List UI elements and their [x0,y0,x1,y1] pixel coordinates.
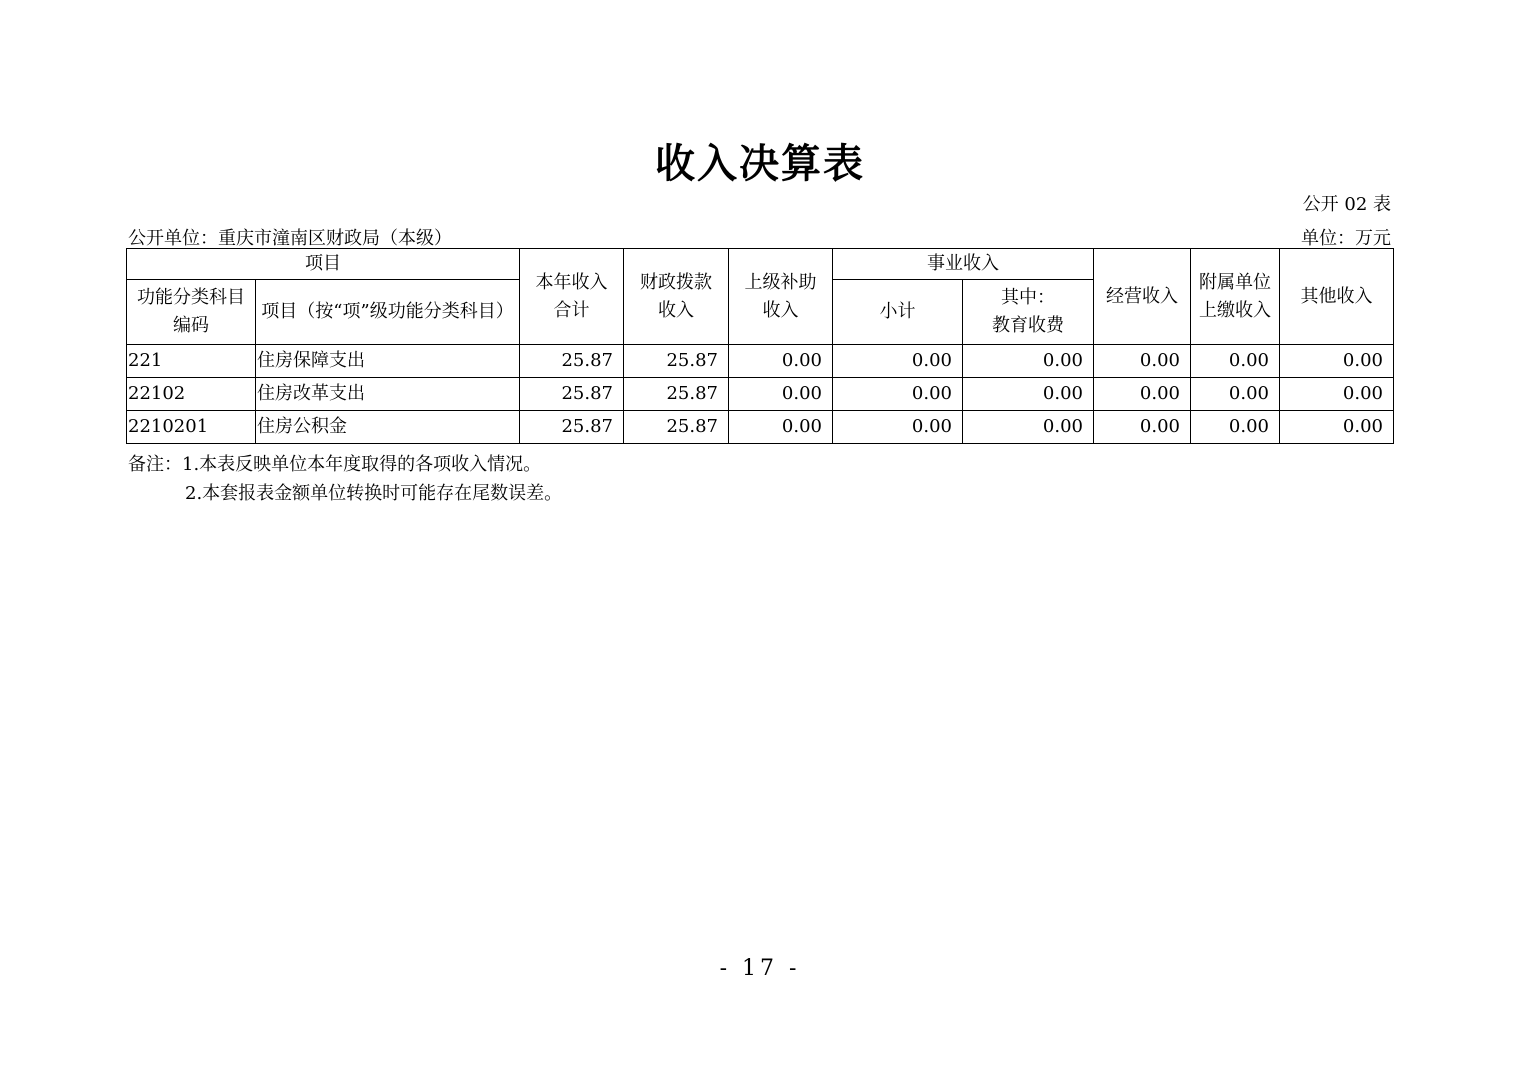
header-code-line2: 编码 [173,315,209,336]
currency-unit: 单位：万元 [1301,228,1391,249]
note-line-1: 备注：1.本表反映单位本年度取得的各项收入情况。 [128,454,542,475]
cell-fiscal: 25.87 [624,378,729,411]
header-fiscal-line1: 财政拨款 [640,271,712,293]
header-superior [729,249,833,345]
header-total-line1: 本年收入 [535,271,608,293]
header-edu-line2: 教育收费 [992,315,1064,336]
cell-code: 221 [127,345,256,378]
cell-edu: 0.00 [963,411,1094,444]
header-affiliated-line1: 附属单位 [1199,271,1271,293]
cell-code: 2210201 [127,411,256,444]
header-project: 项目 [127,249,520,280]
header-edu [963,280,1094,345]
cell-subtotal: 0.00 [833,378,963,411]
table-row [127,345,1394,378]
cell-affiliated: 0.00 [1191,378,1280,411]
cell-subtotal: 0.00 [833,411,963,444]
cell-name: 住房保障支出 [256,345,520,378]
cell-operating: 0.00 [1094,411,1191,444]
header-superior-line2: 收入 [762,299,799,321]
cell-other: 0.00 [1280,378,1394,411]
header-subtotal: 小计 [833,280,963,345]
cell-superior: 0.00 [729,345,833,378]
cell-affiliated: 0.00 [1191,345,1280,378]
header-operating: 经营收入 [1094,249,1191,345]
note-line-2: 2.本套报表金额单位转换时可能存在尾数误差。 [185,483,563,504]
cell-superior: 0.00 [729,411,833,444]
header-fiscal [624,249,729,345]
cell-superior: 0.00 [729,378,833,411]
form-number: 公开 02 表 [1302,194,1391,215]
page-title: 收入决算表 [655,140,865,187]
cell-operating: 0.00 [1094,345,1191,378]
table-row [127,411,1394,444]
header-total-line2: 合计 [553,299,590,321]
cell-name: 住房公积金 [256,411,520,444]
cell-code: 22102 [127,378,256,411]
header-edu-line1: 其中： [1001,287,1055,308]
page-number: - 17 - [719,956,801,981]
header-total [520,249,624,345]
cell-operating: 0.00 [1094,378,1191,411]
income-table [126,248,1394,444]
cell-name: 住房改革支出 [256,378,520,411]
cell-other: 0.00 [1280,411,1394,444]
header-superior-line1: 上级补助 [744,271,817,293]
header-affiliated-line2: 上缴收入 [1199,299,1271,321]
cell-fiscal: 25.87 [624,411,729,444]
cell-total: 25.87 [520,378,624,411]
notes [128,450,562,508]
cell-subtotal: 0.00 [833,345,963,378]
header-other: 其他收入 [1280,249,1394,345]
header-fiscal-line2: 收入 [658,299,694,321]
cell-edu: 0.00 [963,378,1094,411]
cell-total: 25.87 [520,411,624,444]
header-name: 项目（按“项”级功能分类科目） [256,280,520,345]
cell-edu: 0.00 [963,345,1094,378]
cell-fiscal: 25.87 [624,345,729,378]
header-affiliated [1191,249,1280,345]
header-business: 事业收入 [833,249,1094,280]
header-code [127,280,256,345]
cell-affiliated: 0.00 [1191,411,1280,444]
cell-other: 0.00 [1280,345,1394,378]
table-row [127,378,1394,411]
header-code-line1: 功能分类科目 [137,287,245,308]
cell-total: 25.87 [520,345,624,378]
reporting-unit: 公开单位：重庆市潼南区财政局（本级） [128,228,452,249]
